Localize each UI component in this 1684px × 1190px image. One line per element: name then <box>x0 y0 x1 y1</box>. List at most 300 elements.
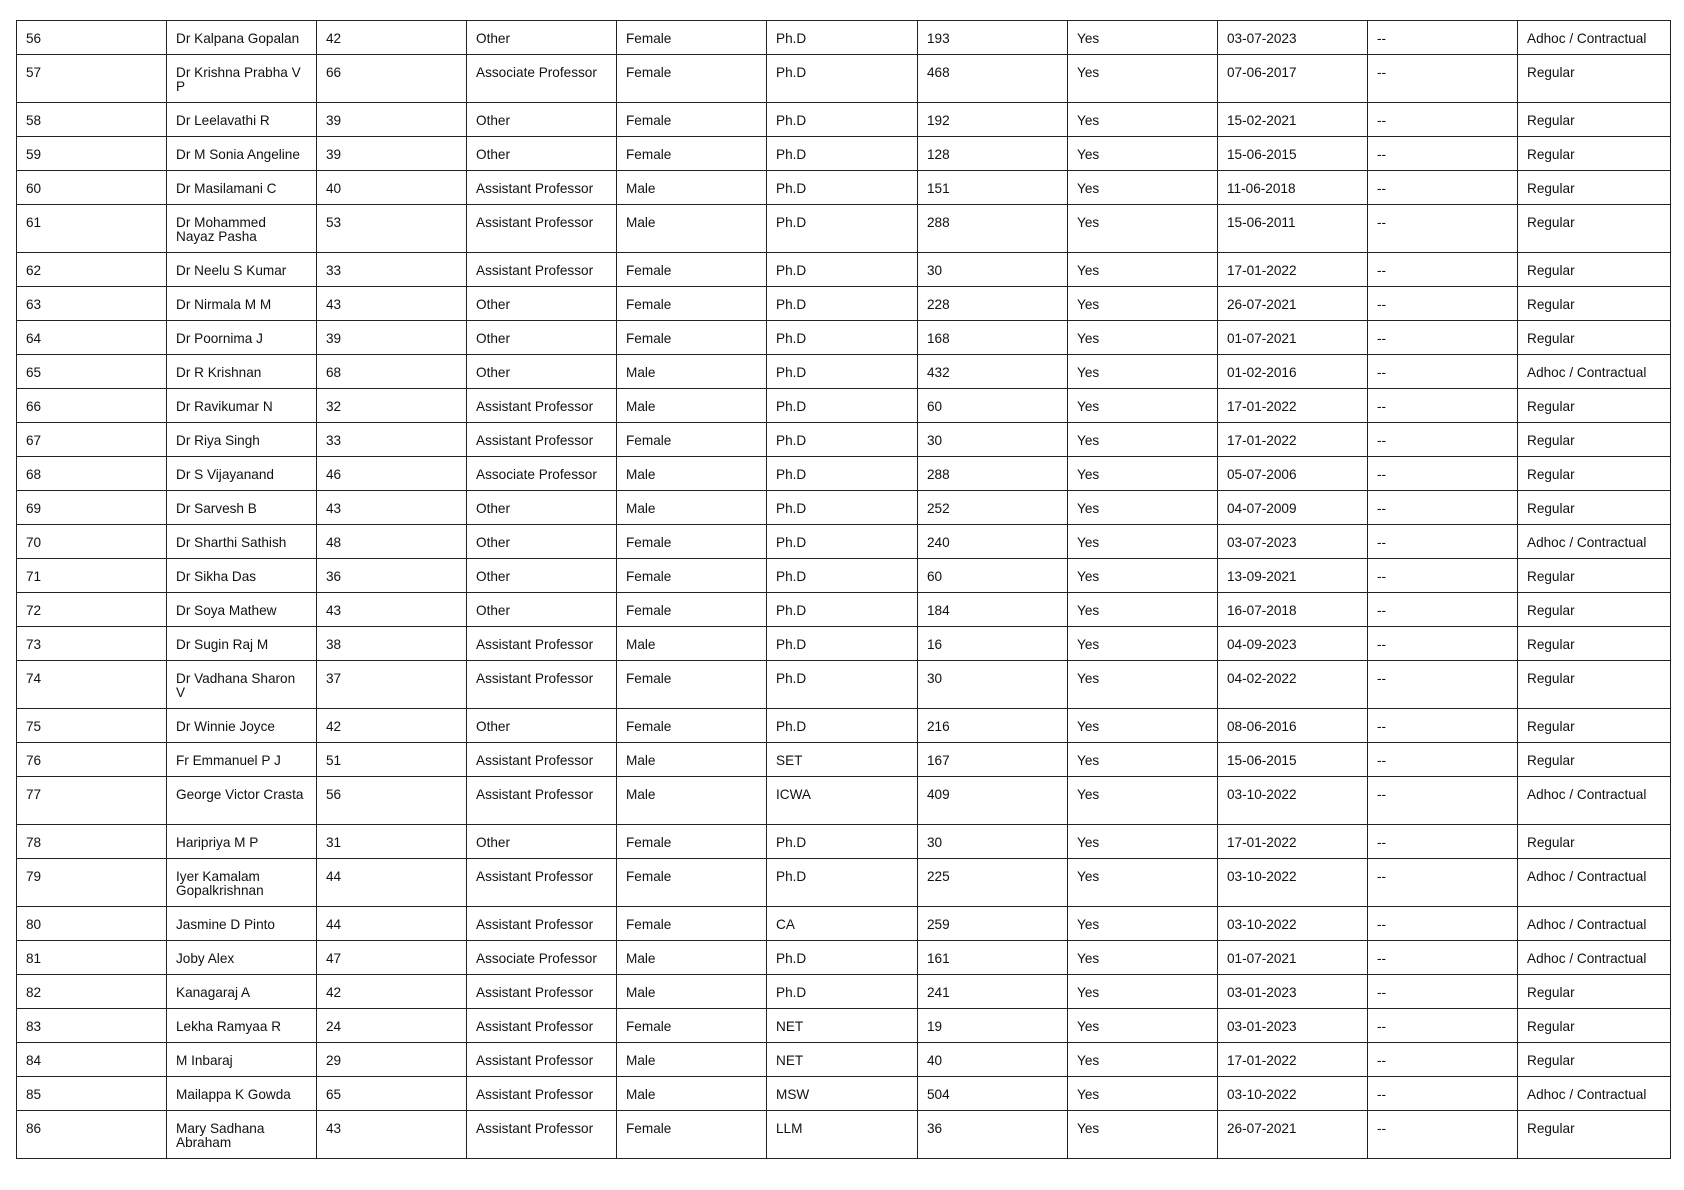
cell-row-number: 72 <box>17 593 167 627</box>
cell-row-number: 86 <box>17 1111 167 1159</box>
table-row <box>17 777 1671 825</box>
cell-name: Fr Emmanuel P J <box>167 743 317 777</box>
cell-experience-months: 216 <box>918 709 1068 743</box>
table-row <box>17 941 1671 975</box>
cell-leaving-date: -- <box>1368 1111 1518 1159</box>
cell-age: 47 <box>317 941 467 975</box>
cell-joining-date: 26-07-2021 <box>1218 287 1368 321</box>
cell-leaving-date: -- <box>1368 525 1518 559</box>
cell-experience-months: 19 <box>918 1009 1068 1043</box>
cell-experience-months: 128 <box>918 137 1068 171</box>
cell-row-number: 60 <box>17 171 167 205</box>
cell-currently-working: Yes <box>1068 389 1218 423</box>
cell-joining-date: 15-06-2015 <box>1218 743 1368 777</box>
cell-joining-date: 16-07-2018 <box>1218 593 1368 627</box>
cell-designation: Assistant Professor <box>467 1009 617 1043</box>
cell-qualification: Ph.D <box>767 423 918 457</box>
cell-name: Dr Mohammed Nayaz Pasha <box>167 205 317 253</box>
cell-leaving-date: -- <box>1368 137 1518 171</box>
cell-row-number: 68 <box>17 457 167 491</box>
cell-age: 46 <box>317 457 467 491</box>
cell-gender: Male <box>617 389 767 423</box>
cell-joining-date: 03-10-2022 <box>1218 777 1368 825</box>
cell-experience-months: 192 <box>918 103 1068 137</box>
cell-row-number: 77 <box>17 777 167 825</box>
cell-row-number: 65 <box>17 355 167 389</box>
table-row <box>17 287 1671 321</box>
cell-appointment-type: Regular <box>1518 491 1671 525</box>
cell-joining-date: 03-07-2023 <box>1218 525 1368 559</box>
cell-row-number: 85 <box>17 1077 167 1111</box>
cell-joining-date: 03-10-2022 <box>1218 1077 1368 1111</box>
cell-age: 42 <box>317 975 467 1009</box>
cell-experience-months: 30 <box>918 253 1068 287</box>
cell-leaving-date: -- <box>1368 321 1518 355</box>
cell-age: 43 <box>317 1111 467 1159</box>
cell-appointment-type: Adhoc / Contractual <box>1518 525 1671 559</box>
cell-experience-months: 16 <box>918 627 1068 661</box>
cell-joining-date: 01-07-2021 <box>1218 941 1368 975</box>
cell-leaving-date: -- <box>1368 457 1518 491</box>
cell-designation: Assistant Professor <box>467 171 617 205</box>
cell-experience-months: 60 <box>918 559 1068 593</box>
cell-name: Iyer Kamalam Gopalkrishnan <box>167 859 317 907</box>
cell-experience-months: 193 <box>918 21 1068 55</box>
table-row <box>17 55 1671 103</box>
cell-qualification: Ph.D <box>767 103 918 137</box>
table-row <box>17 1043 1671 1077</box>
cell-designation: Assistant Professor <box>467 627 617 661</box>
cell-name: Joby Alex <box>167 941 317 975</box>
cell-currently-working: Yes <box>1068 205 1218 253</box>
cell-gender: Male <box>617 491 767 525</box>
cell-appointment-type: Regular <box>1518 1009 1671 1043</box>
table-row <box>17 743 1671 777</box>
cell-designation: Assistant Professor <box>467 423 617 457</box>
cell-age: 29 <box>317 1043 467 1077</box>
cell-appointment-type: Regular <box>1518 103 1671 137</box>
cell-gender: Female <box>617 559 767 593</box>
cell-experience-months: 184 <box>918 593 1068 627</box>
cell-experience-months: 60 <box>918 389 1068 423</box>
cell-row-number: 82 <box>17 975 167 1009</box>
cell-name: Dr Poornima J <box>167 321 317 355</box>
cell-gender: Male <box>617 1077 767 1111</box>
cell-joining-date: 03-01-2023 <box>1218 975 1368 1009</box>
cell-joining-date: 15-06-2015 <box>1218 137 1368 171</box>
cell-joining-date: 04-09-2023 <box>1218 627 1368 661</box>
table-row <box>17 559 1671 593</box>
cell-joining-date: 17-01-2022 <box>1218 423 1368 457</box>
cell-name: Mary Sadhana Abraham <box>167 1111 317 1159</box>
cell-experience-months: 288 <box>918 457 1068 491</box>
cell-designation: Assistant Professor <box>467 907 617 941</box>
cell-qualification: Ph.D <box>767 21 918 55</box>
cell-currently-working: Yes <box>1068 777 1218 825</box>
cell-row-number: 74 <box>17 661 167 709</box>
cell-gender: Female <box>617 825 767 859</box>
cell-currently-working: Yes <box>1068 21 1218 55</box>
cell-name: Dr Leelavathi R <box>167 103 317 137</box>
cell-experience-months: 30 <box>918 423 1068 457</box>
cell-gender: Female <box>617 859 767 907</box>
cell-name: Dr Sugin Raj M <box>167 627 317 661</box>
table-row <box>17 859 1671 907</box>
cell-name: M Inbaraj <box>167 1043 317 1077</box>
cell-designation: Other <box>467 491 617 525</box>
cell-joining-date: 03-07-2023 <box>1218 21 1368 55</box>
cell-joining-date: 03-01-2023 <box>1218 1009 1368 1043</box>
cell-age: 24 <box>317 1009 467 1043</box>
cell-currently-working: Yes <box>1068 859 1218 907</box>
cell-designation: Associate Professor <box>467 457 617 491</box>
cell-designation: Other <box>467 525 617 559</box>
cell-leaving-date: -- <box>1368 709 1518 743</box>
cell-gender: Male <box>617 941 767 975</box>
cell-qualification: Ph.D <box>767 457 918 491</box>
cell-qualification: NET <box>767 1009 918 1043</box>
cell-age: 43 <box>317 287 467 321</box>
cell-row-number: 70 <box>17 525 167 559</box>
cell-joining-date: 13-09-2021 <box>1218 559 1368 593</box>
cell-age: 53 <box>317 205 467 253</box>
cell-age: 66 <box>317 55 467 103</box>
cell-gender: Female <box>617 137 767 171</box>
cell-leaving-date: -- <box>1368 171 1518 205</box>
cell-joining-date: 11-06-2018 <box>1218 171 1368 205</box>
cell-appointment-type: Adhoc / Contractual <box>1518 941 1671 975</box>
cell-designation: Other <box>467 559 617 593</box>
cell-leaving-date: -- <box>1368 593 1518 627</box>
cell-designation: Assistant Professor <box>467 859 617 907</box>
cell-name: Dr Soya Mathew <box>167 593 317 627</box>
cell-leaving-date: -- <box>1368 825 1518 859</box>
cell-age: 31 <box>317 825 467 859</box>
cell-qualification: Ph.D <box>767 321 918 355</box>
cell-name: Lekha Ramyaa R <box>167 1009 317 1043</box>
cell-appointment-type: Regular <box>1518 559 1671 593</box>
cell-row-number: 80 <box>17 907 167 941</box>
cell-designation: Other <box>467 321 617 355</box>
cell-qualification: Ph.D <box>767 253 918 287</box>
cell-row-number: 58 <box>17 103 167 137</box>
cell-designation: Other <box>467 825 617 859</box>
cell-experience-months: 167 <box>918 743 1068 777</box>
cell-leaving-date: -- <box>1368 423 1518 457</box>
cell-appointment-type: Regular <box>1518 457 1671 491</box>
cell-joining-date: 03-10-2022 <box>1218 907 1368 941</box>
cell-age: 36 <box>317 559 467 593</box>
cell-row-number: 73 <box>17 627 167 661</box>
cell-appointment-type: Regular <box>1518 661 1671 709</box>
cell-currently-working: Yes <box>1068 1043 1218 1077</box>
cell-name: Dr Masilamani C <box>167 171 317 205</box>
cell-gender: Female <box>617 321 767 355</box>
cell-age: 51 <box>317 743 467 777</box>
cell-row-number: 63 <box>17 287 167 321</box>
cell-name: Dr Vadhana Sharon V <box>167 661 317 709</box>
cell-age: 43 <box>317 491 467 525</box>
cell-row-number: 64 <box>17 321 167 355</box>
cell-name: Haripriya M P <box>167 825 317 859</box>
cell-appointment-type: Regular <box>1518 205 1671 253</box>
cell-leaving-date: -- <box>1368 941 1518 975</box>
cell-gender: Male <box>617 743 767 777</box>
cell-age: 44 <box>317 907 467 941</box>
cell-row-number: 84 <box>17 1043 167 1077</box>
cell-currently-working: Yes <box>1068 1077 1218 1111</box>
cell-currently-working: Yes <box>1068 55 1218 103</box>
cell-leaving-date: -- <box>1368 205 1518 253</box>
cell-row-number: 67 <box>17 423 167 457</box>
cell-appointment-type: Adhoc / Contractual <box>1518 355 1671 389</box>
table-row <box>17 825 1671 859</box>
cell-designation: Assistant Professor <box>467 389 617 423</box>
faculty-table <box>16 20 1671 1159</box>
cell-appointment-type: Regular <box>1518 171 1671 205</box>
cell-designation: Assistant Professor <box>467 205 617 253</box>
cell-age: 33 <box>317 253 467 287</box>
cell-leaving-date: -- <box>1368 491 1518 525</box>
table-row <box>17 1077 1671 1111</box>
cell-qualification: SET <box>767 743 918 777</box>
cell-experience-months: 30 <box>918 661 1068 709</box>
cell-age: 44 <box>317 859 467 907</box>
cell-gender: Female <box>617 103 767 137</box>
cell-leaving-date: -- <box>1368 389 1518 423</box>
cell-appointment-type: Regular <box>1518 1111 1671 1159</box>
cell-designation: Assistant Professor <box>467 975 617 1009</box>
cell-joining-date: 17-01-2022 <box>1218 1043 1368 1077</box>
cell-appointment-type: Regular <box>1518 423 1671 457</box>
table-row <box>17 491 1671 525</box>
cell-age: 37 <box>317 661 467 709</box>
cell-age: 40 <box>317 171 467 205</box>
cell-qualification: Ph.D <box>767 975 918 1009</box>
cell-designation: Other <box>467 593 617 627</box>
cell-name: Dr Winnie Joyce <box>167 709 317 743</box>
cell-designation: Assistant Professor <box>467 743 617 777</box>
cell-designation: Assistant Professor <box>467 661 617 709</box>
cell-appointment-type: Regular <box>1518 287 1671 321</box>
cell-leaving-date: -- <box>1368 21 1518 55</box>
cell-qualification: Ph.D <box>767 491 918 525</box>
cell-currently-working: Yes <box>1068 457 1218 491</box>
cell-qualification: LLM <box>767 1111 918 1159</box>
cell-row-number: 78 <box>17 825 167 859</box>
cell-gender: Male <box>617 205 767 253</box>
cell-gender: Female <box>617 1111 767 1159</box>
cell-designation: Assistant Professor <box>467 1111 617 1159</box>
faculty-table-body <box>17 21 1671 1159</box>
cell-row-number: 61 <box>17 205 167 253</box>
cell-qualification: Ph.D <box>767 559 918 593</box>
cell-name: Jasmine D Pinto <box>167 907 317 941</box>
table-row <box>17 423 1671 457</box>
cell-row-number: 76 <box>17 743 167 777</box>
cell-appointment-type: Regular <box>1518 825 1671 859</box>
cell-experience-months: 432 <box>918 355 1068 389</box>
table-row <box>17 975 1671 1009</box>
cell-qualification: Ph.D <box>767 137 918 171</box>
cell-gender: Male <box>617 171 767 205</box>
cell-name: Dr Sharthi Sathish <box>167 525 317 559</box>
cell-currently-working: Yes <box>1068 825 1218 859</box>
cell-row-number: 79 <box>17 859 167 907</box>
cell-row-number: 59 <box>17 137 167 171</box>
cell-age: 38 <box>317 627 467 661</box>
cell-currently-working: Yes <box>1068 743 1218 777</box>
cell-name: George Victor Crasta <box>167 777 317 825</box>
cell-designation: Other <box>467 355 617 389</box>
cell-name: Dr Ravikumar N <box>167 389 317 423</box>
cell-row-number: 75 <box>17 709 167 743</box>
cell-gender: Female <box>617 525 767 559</box>
cell-qualification: Ph.D <box>767 593 918 627</box>
cell-designation: Assistant Professor <box>467 777 617 825</box>
cell-age: 42 <box>317 21 467 55</box>
cell-gender: Female <box>617 709 767 743</box>
cell-appointment-type: Adhoc / Contractual <box>1518 21 1671 55</box>
cell-qualification: Ph.D <box>767 627 918 661</box>
cell-gender: Female <box>617 907 767 941</box>
cell-joining-date: 17-01-2022 <box>1218 825 1368 859</box>
cell-age: 56 <box>317 777 467 825</box>
cell-row-number: 69 <box>17 491 167 525</box>
cell-experience-months: 241 <box>918 975 1068 1009</box>
cell-gender: Male <box>617 457 767 491</box>
cell-name: Dr Kalpana Gopalan <box>167 21 317 55</box>
cell-row-number: 71 <box>17 559 167 593</box>
cell-name: Dr S Vijayanand <box>167 457 317 491</box>
cell-leaving-date: -- <box>1368 1009 1518 1043</box>
cell-gender: Female <box>617 661 767 709</box>
cell-age: 65 <box>317 1077 467 1111</box>
cell-designation: Other <box>467 21 617 55</box>
cell-qualification: Ph.D <box>767 205 918 253</box>
cell-designation: Associate Professor <box>467 941 617 975</box>
cell-age: 68 <box>317 355 467 389</box>
cell-leaving-date: -- <box>1368 859 1518 907</box>
cell-experience-months: 40 <box>918 1043 1068 1077</box>
cell-experience-months: 151 <box>918 171 1068 205</box>
cell-name: Mailappa K Gowda <box>167 1077 317 1111</box>
cell-joining-date: 17-01-2022 <box>1218 389 1368 423</box>
cell-currently-working: Yes <box>1068 1111 1218 1159</box>
cell-leaving-date: -- <box>1368 975 1518 1009</box>
cell-experience-months: 240 <box>918 525 1068 559</box>
cell-appointment-type: Adhoc / Contractual <box>1518 1077 1671 1111</box>
cell-age: 42 <box>317 709 467 743</box>
cell-qualification: MSW <box>767 1077 918 1111</box>
cell-qualification: Ph.D <box>767 287 918 321</box>
cell-appointment-type: Regular <box>1518 627 1671 661</box>
cell-leaving-date: -- <box>1368 743 1518 777</box>
cell-currently-working: Yes <box>1068 355 1218 389</box>
cell-experience-months: 252 <box>918 491 1068 525</box>
cell-age: 43 <box>317 593 467 627</box>
table-row <box>17 525 1671 559</box>
cell-appointment-type: Regular <box>1518 1043 1671 1077</box>
cell-designation: Other <box>467 709 617 743</box>
cell-joining-date: 26-07-2021 <box>1218 1111 1368 1159</box>
cell-leaving-date: -- <box>1368 777 1518 825</box>
cell-joining-date: 05-07-2006 <box>1218 457 1368 491</box>
cell-joining-date: 08-06-2016 <box>1218 709 1368 743</box>
cell-currently-working: Yes <box>1068 287 1218 321</box>
table-row <box>17 205 1671 253</box>
cell-currently-working: Yes <box>1068 423 1218 457</box>
cell-qualification: Ph.D <box>767 825 918 859</box>
cell-appointment-type: Regular <box>1518 709 1671 743</box>
cell-name: Kanagaraj A <box>167 975 317 1009</box>
cell-row-number: 81 <box>17 941 167 975</box>
cell-leaving-date: -- <box>1368 253 1518 287</box>
cell-leaving-date: -- <box>1368 1077 1518 1111</box>
cell-qualification: Ph.D <box>767 525 918 559</box>
cell-gender: Male <box>617 627 767 661</box>
cell-row-number: 57 <box>17 55 167 103</box>
cell-currently-working: Yes <box>1068 709 1218 743</box>
cell-qualification: Ph.D <box>767 171 918 205</box>
cell-joining-date: 04-02-2022 <box>1218 661 1368 709</box>
cell-appointment-type: Regular <box>1518 593 1671 627</box>
cell-gender: Male <box>617 975 767 1009</box>
cell-appointment-type: Regular <box>1518 253 1671 287</box>
cell-row-number: 83 <box>17 1009 167 1043</box>
table-row <box>17 709 1671 743</box>
cell-qualification: Ph.D <box>767 55 918 103</box>
cell-leaving-date: -- <box>1368 907 1518 941</box>
cell-experience-months: 468 <box>918 55 1068 103</box>
cell-experience-months: 30 <box>918 825 1068 859</box>
cell-qualification: Ph.D <box>767 661 918 709</box>
cell-joining-date: 15-06-2011 <box>1218 205 1368 253</box>
cell-joining-date: 04-07-2009 <box>1218 491 1368 525</box>
cell-gender: Female <box>617 1009 767 1043</box>
cell-experience-months: 228 <box>918 287 1068 321</box>
cell-name: Dr Neelu S Kumar <box>167 253 317 287</box>
cell-experience-months: 504 <box>918 1077 1068 1111</box>
cell-name: Dr Krishna Prabha V P <box>167 55 317 103</box>
cell-qualification: Ph.D <box>767 355 918 389</box>
cell-qualification: Ph.D <box>767 941 918 975</box>
cell-appointment-type: Regular <box>1518 975 1671 1009</box>
cell-experience-months: 288 <box>918 205 1068 253</box>
table-row <box>17 1111 1671 1159</box>
cell-gender: Female <box>617 253 767 287</box>
cell-leaving-date: -- <box>1368 627 1518 661</box>
cell-name: Dr R Krishnan <box>167 355 317 389</box>
cell-age: 39 <box>317 137 467 171</box>
cell-currently-working: Yes <box>1068 171 1218 205</box>
cell-leaving-date: -- <box>1368 103 1518 137</box>
cell-designation: Assistant Professor <box>467 253 617 287</box>
cell-appointment-type: Adhoc / Contractual <box>1518 777 1671 825</box>
cell-leaving-date: -- <box>1368 661 1518 709</box>
cell-qualification: Ph.D <box>767 859 918 907</box>
cell-currently-working: Yes <box>1068 559 1218 593</box>
cell-name: Dr Riya Singh <box>167 423 317 457</box>
table-row <box>17 171 1671 205</box>
cell-gender: Female <box>617 423 767 457</box>
cell-designation: Associate Professor <box>467 55 617 103</box>
cell-gender: Female <box>617 287 767 321</box>
cell-joining-date: 03-10-2022 <box>1218 859 1368 907</box>
cell-age: 39 <box>317 321 467 355</box>
cell-qualification: NET <box>767 1043 918 1077</box>
cell-gender: Female <box>617 55 767 103</box>
